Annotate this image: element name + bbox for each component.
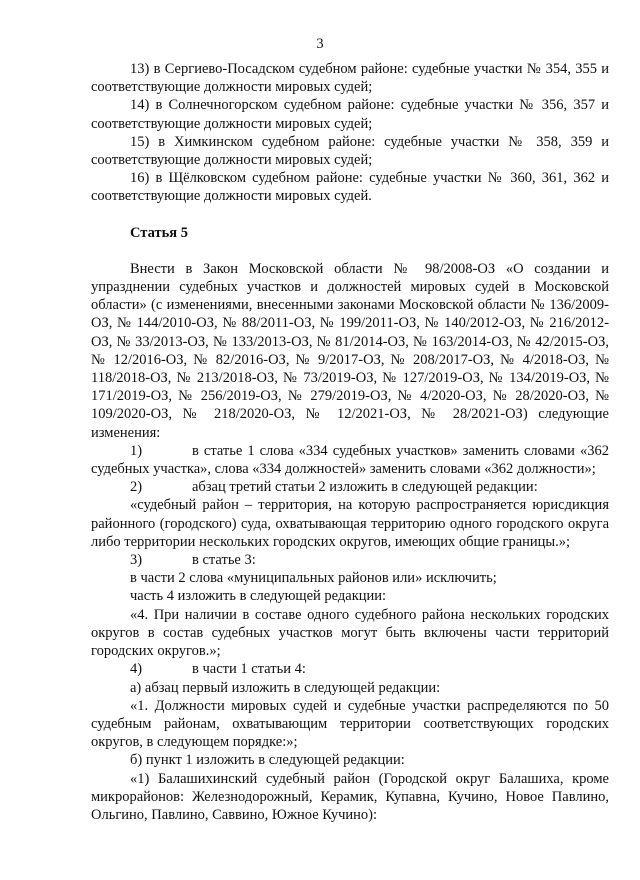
list-item: 16) в Щёлковском судебном районе: судебные участки № 360, 361, 362 и соответствующие должности мировых судей. — [91, 170, 609, 205]
quoted-text: «судебный район – территория, на которую распространяется юрисдикция районного (городского) суда, охватывающая территорию одного городского округа либо территории нескольких городских округов, имеющих общие границы.»; — [91, 497, 609, 550]
amendment-item-3 — [91, 551, 609, 569]
item-number: 1) — [130, 442, 143, 459]
item-text: абзац третий статьи 2 изложить в следующей редакции: — [192, 479, 538, 496]
amendment-intro: Внести в Закон Московской области № 98/2008-ОЗ «О создании и упразднении судебных участков и должностей мировых судей в Московской области» (с изменениями, внесенными законами Московской области № 136/2009-ОЗ, № 144/2010-ОЗ, № 88/2011-ОЗ, № 199/2011-ОЗ, № 140/2012-ОЗ, № 216/2012-ОЗ, № 33/2013-ОЗ, № 133/2013-ОЗ, № 81/2014-ОЗ, № 163/2014-ОЗ, № 42/2015-ОЗ, № 12/2016-ОЗ, № 82/2016-ОЗ, № 9/2017-ОЗ, № 208/2017-ОЗ, № 4/2018-ОЗ, № 118/2018-ОЗ, № 213/2018-ОЗ, № 73/2019-ОЗ, № 127/2019-ОЗ, № 134/2019-ОЗ, № 171/2019-ОЗ, № 256/2019-ОЗ, № 279/2019-ОЗ, № 4/2020-ОЗ, № 28/2020-ОЗ, № 109/2020-ОЗ, № 218/2020-ОЗ, № 12/2021-ОЗ, № 28/2021-ОЗ) следующие изменения: — [91, 260, 609, 441]
quoted-text: «4. При наличии в составе одного судебного района нескольких городских округов в состав судебных участков могут быть включены части территорий городских округов.»; — [91, 606, 609, 660]
quoted-text: «1. Должности мировых судей и судебные участки распределяются по 50 судебным районам, охватывающим территории соответствующих городских округов, в следующем порядке:»; — [91, 697, 609, 751]
article-heading: Статья 5 — [130, 224, 188, 241]
amendment-item-1 — [91, 442, 609, 478]
item-text: в статье 1 слова «334 судебных участков» заменить словами «362 судебных участка», слова «334 должностей» заменить словами «362 должности»; — [91, 442, 609, 478]
list-item: 13) в Сергиево-Посадском судебном районе: судебные участки № 354, 355 и соответствующие должности мировых судей; — [91, 61, 609, 96]
sub-item: часть 4 изложить в следующей редакции: — [130, 588, 387, 605]
page-number: 3 — [316, 36, 324, 52]
item-number: 4) — [130, 661, 143, 678]
item-number: 2) — [130, 479, 143, 496]
sub-item: б) пункт 1 изложить в следующей редакции: — [130, 752, 405, 769]
item-text: в статье 3: — [192, 552, 256, 569]
amendment-item-4 — [91, 660, 609, 678]
sub-item: а) абзац первый изложить в следующей редакции: — [130, 679, 441, 696]
quoted-text: «1) Балашихинский судебный район (Городской округ Балашиха, кроме микрорайонов: Железнодорожный, Керамик, Купавна, Кучино, Новое Павлино, Ольгино, Павлино, Саввино, Южное Кучино): — [91, 770, 609, 823]
list-item: 15) в Химкинском судебном районе: судебные участки № 358, 359 и соответствующие должности мировых судей; — [91, 133, 609, 169]
item-text: в части 1 статьи 4: — [192, 661, 306, 678]
sub-item: в части 2 слова «муниципальных районов или» исключить; — [130, 570, 497, 587]
amendment-item-2 — [91, 478, 609, 496]
list-item: 14) в Солнечногорском судебном районе: судебные участки № 356, 357 и соответствующие должности мировых судей; — [91, 97, 609, 132]
document-body — [91, 60, 609, 824]
item-number: 3) — [130, 552, 143, 569]
